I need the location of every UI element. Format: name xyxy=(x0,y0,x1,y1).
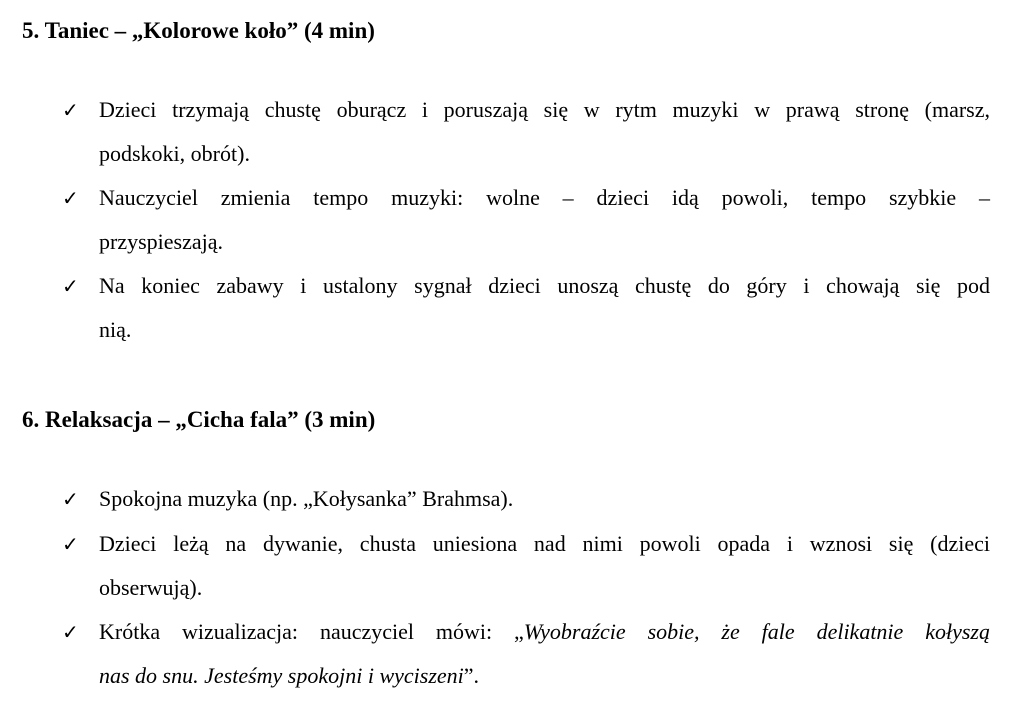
list-item-line xyxy=(99,654,990,698)
list-item-text xyxy=(99,522,990,610)
list-item-suffix: ”. xyxy=(463,663,480,688)
list-item-line: Nauczyciel zmienia tempo muzyki: wolne – dzieci idą powoli, tempo szybkie – xyxy=(99,185,990,210)
list-item-line: Dzieci leżą na dywanie, chusta uniesiona nad nimi powoli opada i wznosi się (dzieci xyxy=(99,531,990,556)
list-item-text xyxy=(99,477,990,521)
checkmark-icon: ✓ xyxy=(62,274,79,298)
list-item-text xyxy=(99,88,990,176)
list-item-text xyxy=(99,610,990,698)
list-item-text xyxy=(99,264,990,352)
list-item-line: przyspieszają. xyxy=(99,229,223,254)
list-item-prefix: Krótka wizualizacja: nauczyciel mówi: „ xyxy=(99,619,524,644)
section-heading-relaksacja: 6. Relaksacja – „Cicha fala” (3 min) xyxy=(22,407,376,432)
list-item-line: nią. xyxy=(99,317,132,342)
quote-text: nas do snu. Jesteśmy spokojni i wyciszeni xyxy=(99,663,464,688)
list-item-line: Na koniec zabawy i ustalony sygnał dzieci unoszą chustę do góry i chowają się pod xyxy=(99,273,990,298)
checkmark-icon: ✓ xyxy=(62,532,79,556)
list-item-line: Dzieci trzymają chustę oburącz i poruszają się w rytm muzyki w prawą stronę (marsz, xyxy=(99,97,990,122)
list-item-line: podskoki, obrót). xyxy=(99,141,250,166)
checkmark-icon: ✓ xyxy=(62,487,79,511)
list-item-line xyxy=(99,610,990,654)
list-item-text xyxy=(99,176,990,264)
checkmark-icon: ✓ xyxy=(62,186,79,210)
list-item-line: obserwują). xyxy=(99,575,203,600)
checkmark-icon: ✓ xyxy=(62,620,79,644)
list-item-line: Spokojna muzyka (np. „Kołysanka” Brahmsa). xyxy=(99,486,514,511)
section-heading-taniec: 5. Taniec – „Kolorowe koło” (4 min) xyxy=(22,18,375,43)
quote-text: Wyobraźcie sobie, że fale delikatnie kołyszą xyxy=(523,619,990,644)
checkmark-icon: ✓ xyxy=(62,98,79,122)
